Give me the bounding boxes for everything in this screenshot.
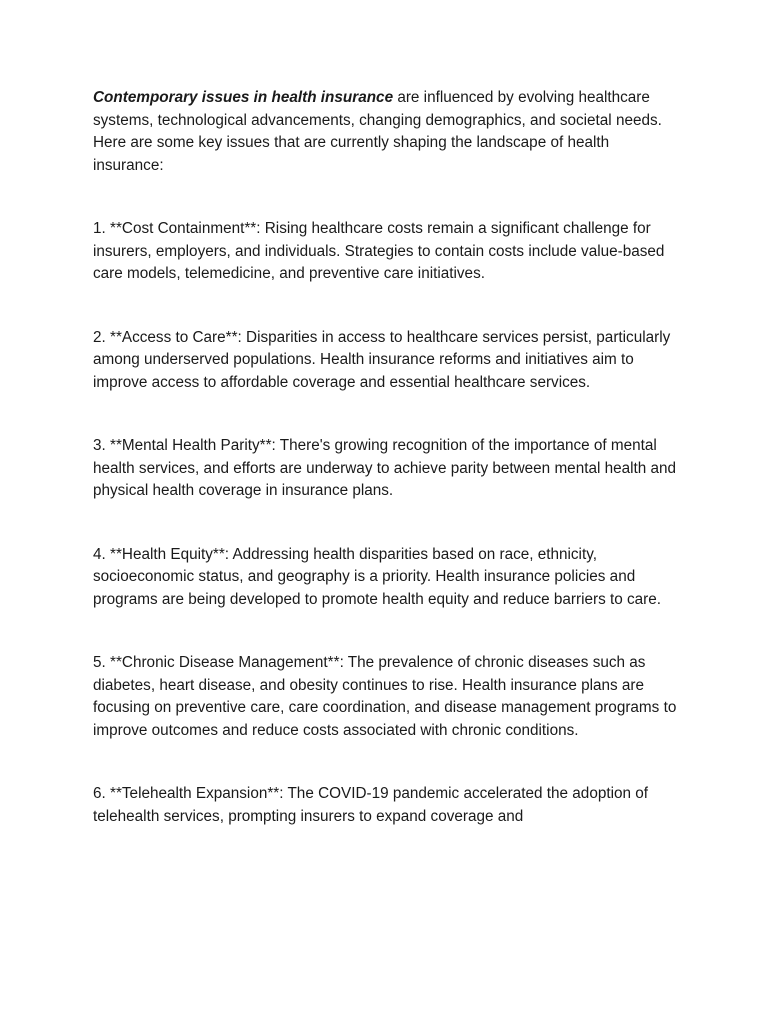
intro-text: are influenced by evolving healthcare systems, technological advancements, changing demographics, and societal needs. Here are some key issues that are currently shaping the landscape of health insurance: (93, 89, 662, 174)
list-item-cost-containment: 1. **Cost Containment**: Rising healthcare costs remain a significant challenge for insurers, employers, and individuals. Strategies to contain costs include value-based care models, telemedicine, and preventive care initiatives. (93, 220, 665, 282)
paragraph-gap (93, 286, 683, 327)
paragraph-gap (93, 742, 683, 783)
list-item-telehealth-expansion: 6. **Telehealth Expansion**: The COVID-19 pandemic accelerated the adoption of telehealth services, prompting insurers to expand coverage and (93, 785, 649, 825)
paragraph-gap (93, 611, 683, 652)
paragraph-gap (93, 177, 683, 218)
paragraph-gap (93, 394, 683, 435)
list-item-mental-health-parity: 3. **Mental Health Parity**: There's growing recognition of the importance of mental health services, and efforts are underway to achieve parity between mental health and physical health coverage in insurance plans. (93, 437, 677, 499)
list-item-access-to-care: 2. **Access to Care**: Disparities in access to healthcare services persist, particularly among underserved populations. Health insurance reforms and initiatives aim to improve access to affordable coverage and essential healthcare services. (93, 328, 671, 391)
intro-lead-phrase: Contemporary issues in health insurance (93, 89, 394, 106)
list-item-chronic-disease-management: 5. **Chronic Disease Management**: The prevalence of chronic diseases such as diabetes, heart disease, and obesity continues to rise. Health insurance plans are focusing on preventive care, care coordination, and disease management programs to improve outcomes and reduce costs associated with chronic conditions. (93, 654, 677, 739)
paragraph-gap (93, 503, 683, 544)
document-body (93, 87, 683, 828)
intro-paragraph (93, 87, 683, 177)
list-item-health-equity: 4. **Health Equity**: Addressing health disparities based on race, ethnicity, socioeconomic status, and geography is a priority. Health insurance policies and programs are being developed to promote health equity and reduce barriers to care. (93, 545, 662, 608)
